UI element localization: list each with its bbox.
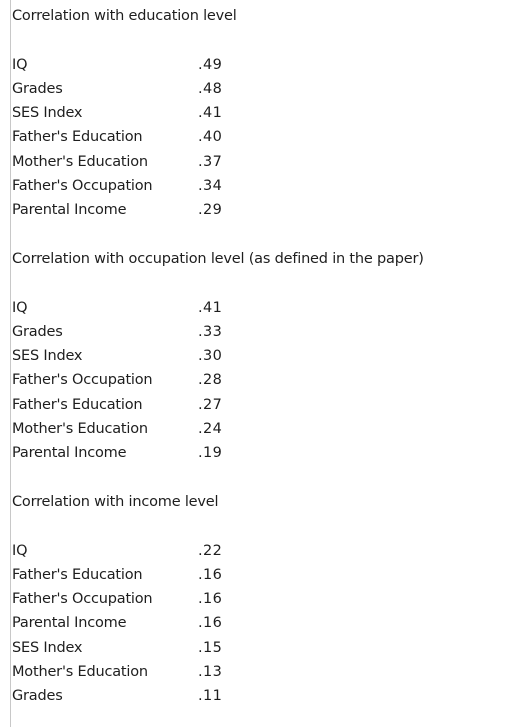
row-value: .19 — [198, 445, 223, 462]
row-label: Parental Income — [12, 615, 127, 632]
table-row — [12, 150, 512, 174]
table-row — [12, 198, 512, 222]
row-value: .27 — [198, 396, 223, 413]
row-value: .34 — [198, 178, 223, 195]
row-value: .22 — [198, 542, 223, 559]
row-value: .41 — [198, 299, 223, 316]
table-row — [12, 539, 512, 563]
table-row — [12, 636, 512, 660]
table-row — [12, 684, 512, 708]
row-value: .40 — [198, 129, 223, 146]
table-row — [12, 320, 512, 344]
row-label: Grades — [12, 80, 63, 97]
table-row — [12, 101, 512, 125]
table-row — [12, 53, 512, 77]
blank-line — [12, 466, 512, 490]
table-row — [12, 125, 512, 149]
row-label: Father's Education — [12, 396, 143, 413]
blank-line — [12, 28, 512, 52]
row-label: SES Index — [12, 105, 83, 122]
row-label: Father's Occupation — [12, 591, 153, 608]
table-row — [12, 174, 512, 198]
row-value: .11 — [198, 688, 223, 705]
section-heading-education: Correlation with education level — [12, 8, 237, 24]
row-label: Mother's Education — [12, 664, 148, 681]
row-value: .29 — [198, 202, 223, 219]
row-value: .48 — [198, 80, 223, 97]
text-cursor-margin-line — [10, 0, 11, 727]
row-value: .16 — [198, 615, 223, 632]
table-row — [12, 393, 512, 417]
row-label: Father's Education — [12, 129, 143, 146]
table-row — [12, 77, 512, 101]
section-heading-income: Correlation with income level — [12, 493, 219, 510]
table-row — [12, 611, 512, 635]
row-label: Mother's Education — [12, 153, 148, 170]
row-value: .33 — [198, 323, 223, 340]
blank-line — [12, 271, 512, 295]
row-label: SES Index — [12, 639, 83, 656]
row-value: .41 — [198, 105, 223, 122]
row-value: .24 — [198, 421, 223, 438]
row-label: Father's Education — [12, 566, 143, 583]
row-label: Father's Occupation — [12, 372, 153, 389]
row-label: Father's Occupation — [12, 178, 153, 195]
blank-line — [12, 223, 512, 247]
row-label: IQ — [12, 56, 28, 73]
row-label: Parental Income — [12, 202, 127, 219]
section-heading-occupation: Correlation with occupation level (as defined in the paper) — [12, 250, 424, 267]
row-value: .16 — [198, 591, 223, 608]
row-value: .16 — [198, 566, 223, 583]
blank-line — [12, 514, 512, 538]
table-row — [12, 344, 512, 368]
table-row — [12, 563, 512, 587]
row-label: Parental Income — [12, 445, 127, 462]
table-row — [12, 660, 512, 684]
document-body[interactable] — [12, 4, 512, 709]
row-label: SES Index — [12, 348, 83, 365]
row-value: .37 — [198, 153, 223, 170]
row-label: Grades — [12, 323, 63, 340]
row-value: .13 — [198, 664, 223, 681]
table-row — [12, 441, 512, 465]
row-label: IQ — [12, 542, 28, 559]
row-label: Grades — [12, 688, 63, 705]
row-value: .15 — [198, 639, 223, 656]
row-value: .28 — [198, 372, 223, 389]
table-row — [12, 587, 512, 611]
row-value: .30 — [198, 348, 223, 365]
row-label: Mother's Education — [12, 421, 148, 438]
row-value: .49 — [198, 56, 223, 73]
table-row — [12, 368, 512, 392]
table-row — [12, 296, 512, 320]
table-row — [12, 417, 512, 441]
row-label: IQ — [12, 299, 28, 316]
